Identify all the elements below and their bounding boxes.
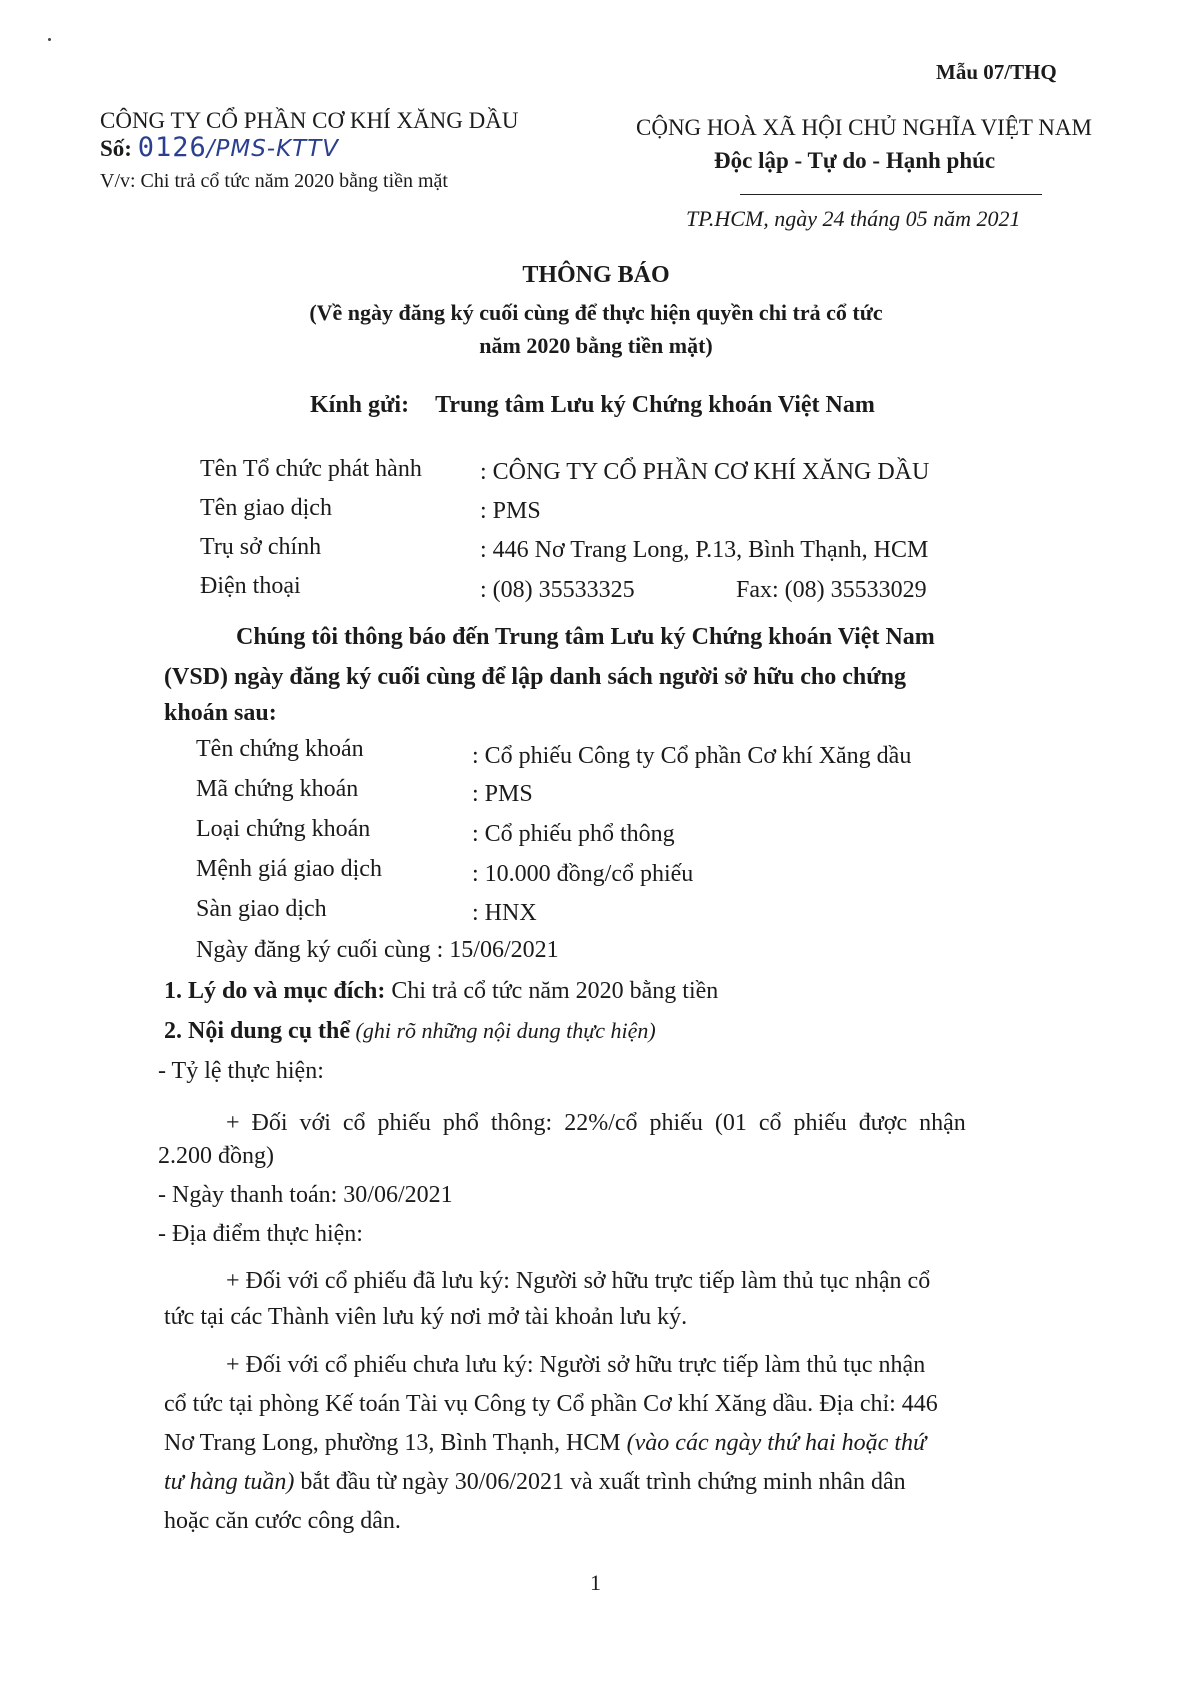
undeposited-line3-text: Nơ Trang Long, phường 13, Bình Thạnh, HCM [164,1430,627,1456]
intro-line3: khoán sau: [164,700,277,726]
section-1 [164,978,718,1005]
exchange-label: Sàn giao dịch [196,896,327,922]
undeposited-line4 [164,1469,906,1496]
document-subtitle-line2: năm 2020 bằng tiền mặt) [479,333,713,358]
section-1-text: Chi trả cổ tức năm 2020 bằng tiền [385,978,719,1004]
undeposited-line3-note: (vào các ngày thứ hai hoặc thứ [626,1430,927,1456]
exchange-value: : HNX [472,900,537,926]
issuer-value: : CÔNG TY CỔ PHẦN CƠ KHÍ XĂNG DẦU [480,459,930,485]
section-1-label: 1. Lý do và mục đích: [164,978,386,1004]
page-number: 1 [590,1570,601,1595]
intro-line2: (VSD) ngày đăng ký cuối cùng để lập danh sách người sở hữu cho chứng [164,664,906,690]
nation-title: CỘNG HOÀ XÃ HỘI CHỦ NGHĨA VIỆT NAM [636,115,1092,140]
section-2-label: 2. Nội dung cụ thể [164,1018,351,1044]
undeposited-line2: cổ tức tại phòng Kế toán Tài vụ Công ty Cổ phần Cơ khí Xăng dầu. Địa chỉ: 446 [164,1391,938,1417]
trade-name-value: : PMS [480,498,541,524]
security-name-label: Tên chứng khoán [196,736,364,762]
record-date: Ngày đăng ký cuối cùng : 15/06/2021 [196,937,559,963]
security-type-value: : Cổ phiếu phổ thông [472,821,675,847]
issuer-label: Tên Tổ chức phát hành [200,456,422,482]
undeposited-line1: + Đối với cổ phiếu chưa lưu ký: Người sở hữu trực tiếp làm thủ tục nhận [226,1352,926,1378]
undeposited-line3 [164,1430,926,1457]
par-value-label: Mệnh giá giao dịch [196,856,382,882]
form-code: Mẫu 07/THQ [936,60,1057,84]
trade-name-label: Tên giao dịch [200,495,332,521]
recipient-label: Kính gửi: [310,392,410,418]
recipient [310,392,875,419]
fax-value: Fax: (08) 35533029 [736,577,927,603]
undeposited-line4-note: tư hàng tuần) [164,1469,295,1495]
document-subtitle-line1: (Về ngày đăng ký cuối cùng để thực hiện quyền chi trả cổ tức [309,300,883,325]
section-2-note: (ghi rõ những nội dung thực hiện) [350,1018,656,1043]
document-number-handwritten: /PMS-KTTV [206,136,340,162]
section-2 [164,1018,656,1045]
undeposited-line4-text: bắt đầu từ ngày 30/06/2021 và xuất trình chứng minh nhân dân [294,1469,906,1495]
recipient-org: Trung tâm Lưu ký Chứng khoán Việt Nam [435,392,875,418]
security-code-value: : PMS [472,781,533,807]
par-value-value: : 10.000 đồng/cổ phiếu [472,861,694,887]
phone-label: Điện thoại [200,573,301,599]
place-label: - Địa điểm thực hiện: [158,1221,363,1247]
scan-speck [48,38,51,41]
document-number-value: 0126 [137,132,207,163]
document-title: THÔNG BÁO [522,262,670,288]
motto-underline [740,194,1042,195]
place-date: TP.HCM, ngày 24 tháng 05 năm 2021 [686,206,1021,231]
security-type-label: Loại chứng khoán [196,816,371,842]
company-name: CÔNG TY CỔ PHẦN CƠ KHÍ XĂNG DẦU [100,108,519,133]
document-number-label: Số: [100,136,132,161]
subject-line: V/v: Chi trả cổ tức năm 2020 bằng tiền mặt [100,170,448,192]
undeposited-line5: hoặc căn cước công dân. [164,1508,401,1534]
head-office-label: Trụ sở chính [200,534,322,560]
intro-line1: Chúng tôi thông báo đến Trung tâm Lưu ký Chứng khoán Việt Nam [236,624,935,650]
document-number [100,132,339,163]
deposited-line1: + Đối với cổ phiếu đã lưu ký: Người sở hữu trực tiếp làm thủ tục nhận cổ [226,1268,931,1294]
motto: Độc lập - Tự do - Hạnh phúc [714,148,996,173]
head-office-value: : 446 Nơ Trang Long, P.13, Bình Thạnh, HCM [480,537,929,563]
deposited-line2: tức tại các Thành viên lưu ký nơi mở tài khoản lưu ký. [164,1304,688,1330]
security-name-value: : Cổ phiếu Công ty Cổ phần Cơ khí Xăng dầu [472,743,912,769]
ratio-label: - Tỷ lệ thực hiện: [158,1058,324,1084]
phone-value: : (08) 35533325 [480,577,635,603]
ratio-line2: 2.200 đồng) [158,1143,274,1169]
payment-date: - Ngày thanh toán: 30/06/2021 [158,1182,453,1208]
ratio-line1: + Đối với cổ phiếu phổ thông: 22%/cổ phiếu (01 cổ phiếu được nhận [226,1110,966,1136]
security-code-label: Mã chứng khoán [196,776,359,802]
